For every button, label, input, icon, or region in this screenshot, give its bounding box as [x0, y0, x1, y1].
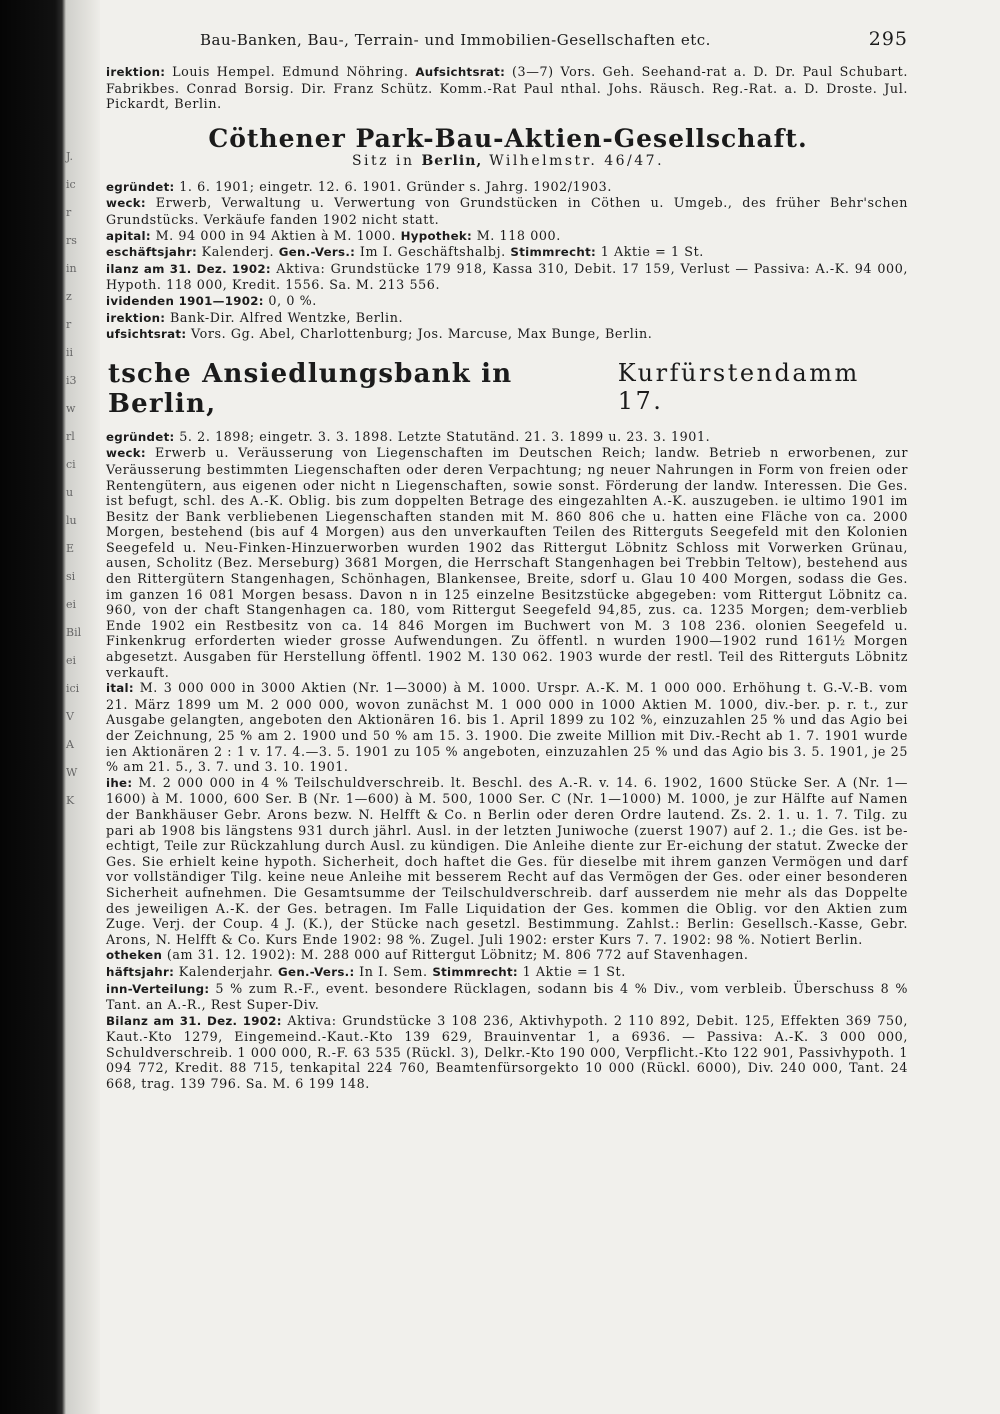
field-text: (am 31. 12. 1902): M. 288 000 auf Rittergut Löbnitz; M. 806 772 auf Stavenhagen. — [166, 947, 749, 963]
field-label: Gen.-Vers.: — [278, 964, 355, 979]
field-text: Aktiva: Grundstücke 3 108 236, Aktivhypoth. 2 110 892, Debit. 125, Effekten 369 750, Kaut.-Kto 1279, Eingemeind.-Kaut.-Kto 139 629, Brauinventar 1, a 6936. — Passiva: A.-K. 3 000 000, Schuldverschreib. 1 000 000, R.-F. 63 535 (Rückl. 3), Delkr.-Kto 190 000, Verpflicht.-Kto 122 901, Passivhypoth. 1 094 772, Kredit. 88 715, tenkapital 224 760, Beamtenfürsorgekto 10 000 (Rückl. 6000), Div. 240 000, Tant. 24 668, trag. 139 796. Sa. M. 6 199 148. — [106, 1012, 908, 1092]
field-label: irektion: — [106, 310, 166, 325]
field-text: 1 Aktie = 1 St. — [600, 244, 704, 260]
field-text: Erwerb u. Veräusserung von Liegenschaften im Deutschen Reich; landw. Betrieb n erworbenen, zur Veräusserung bestimmten Liegenschaften oder deren Verpachtung; ng neuer Nahrungen in Form von freien oder Rentengütern, aus eigenen oder nicht n Liegenschaften, sowie sonst. Förderung der landw. Interessen. Die Ges. ist befugt, schl. des A.-K. Oblig. bis zum doppelten Betrage des eingezahlten A.-K. auszugeben. ie ultimo 1901 im Besitz der Bank verbliebenen Liegenschaften standen mit M. 860 806 che u. hatten eine Fläche von ca. 2000 Morgen, bestehend (bis auf 4 Morgen) aus den unverkauften Teilen des Ritterguts Seegefeld mit den Kolonien Seegefeld u. Neu-Finken-Hinzuerworben wurden 1902 das Rittergut Löbnitz Schloss mit Vorwerken Grünau, ausen, Scholitz (Bez. Merseburg) 3681 Morgen, die Herrschaft Stangenhagen bei Trebbin Teltow), bestehend aus den Rittergütern Stangenhagen, Schönhagen, Blankensee, Breite, sdorf u. Glau 10 400 Morgen, sodass die Ges. im ganzen 16 081 Morgen besass. Davon n in 125 einzelne Besitzstücke abgegeben: vom Rittergut Löbnitz ca. 960, von der chaft Stangenhagen ca. 180, vom Rittergut Seegefeld 94,85, zus. ca. 1235 Morgen; dem-verblieb Ende 1902 ein Restbesitz von ca. 14 846 Morgen im Buchwert von M. 3 108 236. olonien Seegefeld u. Finkenkrug erforderten wieder grosse Aufwendungen. Zu öffentl. n wurden 1900—1902 rund 161½ Morgen abgesetzt. Ausgaben für Herstellung öffentl. 1902 M. 130 062. 1903 wurde der restl. Teil des Ritterguts Löbnitz verkauft. — [106, 445, 909, 680]
gutter-fragment: ci — [66, 458, 76, 471]
entry-line — [106, 293, 908, 310]
field-text: M. 118 000. — [476, 227, 561, 243]
field-text: M. 2 000 000 in 4 % Teilschuldverschreib. lt. Beschl. des A.-R. v. 14. 6. 1902, 1600 Stücke Ser. A (Nr. 1—1600) à M. 1000, 600 Ser. B (Nr. 1—600) à M. 500, 1000 Ser. C (Nr. 1—1000) M. 1000, je zur Hälfte auf Namen der Bankhäuser Gebr. Arons bezw. N. Helfft & Co. n Berlin oder deren Ordre lautend. Zs. 2. 1. u. 1. 7. Tilg. zu pari ab 1908 bis längstens 931 durch jährl. Ausl. in der letzten Juniwoche (zuerst 1907) auf 2. 1.; die Ges. ist be-echtigt, Teile zur Rückzahlung durch Ausl. zu kündigen. Die Anleihe diente zur Er-eichung der statut. Zwecke der Ges. Sie erhielt keine hypoth. Sicherheit, doch haftet die Ges. für dieselbe mit ihrem ganzen Vermögen und darf vor vollständiger Tilg. keine neue Anleihe mit besserem Recht auf das Vermögen der Ges. oder einer besonderen Sicherheit aufnehmen. Die Gesamtsumme der Teilschuldverschreib. darf ausserdem nie mehr als das Doppelte des jeweiligen A.-K. der Ges. betragen. Im Falle Liquidation der Ges. kommen die Oblig. vor den Aktien zum Zuge. Verj. der Coup. 4 J. (K.), der Stücke nach gesetzl. Bestimmung. Zahlst.: Berlin: Gesellsch.-Kasse, Gebr. Arons, N. Helfft & Co. Kurs Ende 1902: 98 %. Zugel. Juli 1902: erster Kurs 7. 7. 1902: 98 %. Notiert Berlin. — [106, 774, 908, 947]
aufsichtsrat-text: (3—7) Vors. Geh. Seehand-rat a. D. Dr. Paul Schubart. Fabrikbes. Conrad Borsig. Dir. Franz Schütz. Komm.-Rat Paul nthal. Johs. Räusch. Reg.-Rat. a. D. Droste. Jul. Pickardt, Berlin. — [106, 64, 908, 112]
entry-line — [106, 429, 908, 446]
field-label: ilanz am 31. Dez. 1902: — [106, 261, 271, 276]
field-text: Im I. Geschäftshalbj. — [359, 244, 506, 260]
gutter-fragment: r — [66, 206, 72, 219]
gutter-fragment: rs — [66, 234, 77, 247]
direktion-text: Louis Hempel. Edmund Nöhring. — [172, 64, 409, 79]
gutter-fragment: w — [66, 402, 76, 415]
field-label: Stimmrecht: — [510, 245, 597, 260]
gutter-fragment: z — [66, 290, 72, 303]
entry-line — [106, 179, 908, 196]
gutter-fragment: r — [66, 318, 72, 331]
field-label: weck: — [106, 446, 146, 461]
entry-line — [106, 445, 908, 680]
entry-line — [106, 195, 908, 227]
entry-line — [106, 326, 908, 343]
entry-line — [106, 244, 908, 261]
entry-line — [106, 1013, 908, 1092]
field-label: egründet: — [106, 429, 175, 444]
aufsichtsrat-label: Aufsichtsrat: — [415, 65, 506, 79]
entry-line — [106, 964, 908, 981]
field-text: Bank-Dir. Alfred Wentzke, Berlin. — [169, 309, 404, 325]
field-label: ividenden 1901—1902: — [106, 293, 264, 308]
gutter-fragment: V — [66, 710, 74, 723]
entry-body-ansiedlungsbank — [106, 429, 908, 1092]
field-label: egründet: — [106, 179, 175, 194]
gutter-fragment: rl — [66, 430, 75, 443]
field-label: Bilanz am 31. Dez. 1902: — [106, 1013, 282, 1028]
gutter-fragment: u — [66, 486, 74, 499]
gutter-fragment: W — [66, 766, 78, 779]
field-label: Hypothek: — [400, 228, 473, 243]
field-label: Stimmrecht: — [432, 964, 518, 979]
field-label: weck: — [106, 196, 146, 211]
entry-line — [106, 310, 908, 327]
gutter-fragment: Bil — [66, 626, 82, 639]
gutter-fragment: J. — [66, 150, 74, 163]
ansiedlungsbank-address: Kurfürstendamm 17. — [617, 358, 860, 415]
field-text: 5 % zum R.-F., event. besondere Rücklagen, sodann bis 4 % Div., vom verbleib. Überschuss 8 % Tant. an A.-R., Rest Super-Div. — [106, 980, 908, 1013]
field-label: inn-Verteilung: — [106, 981, 210, 996]
field-label: apital: — [106, 228, 151, 243]
entry-line — [106, 261, 908, 293]
gutter-fragment: K — [66, 794, 75, 807]
field-text: 0, 0 %. — [268, 292, 317, 308]
field-text: 1 Aktie = 1 St. — [522, 963, 626, 979]
gutter-fragment: E — [66, 542, 75, 555]
sitz-address: Wilhelmstr. 46/47. — [489, 152, 665, 169]
field-label: ihe: — [106, 775, 133, 790]
gutter-fragment: ei — [66, 654, 77, 667]
gutter-fragment: lu — [66, 514, 77, 527]
gutter-fragment: si — [66, 570, 76, 583]
previous-entry-tail — [106, 64, 908, 112]
gutter-fragment: i3 — [66, 374, 77, 387]
field-label: Gen.-Vers.: — [278, 245, 356, 260]
field-label: otheken — [106, 948, 163, 963]
field-text: 5. 2. 1898; eingetr. 3. 3. 1898. Letzte Statutänd. 21. 3. 1899 u. 23. 3. 1901. — [179, 428, 711, 444]
field-label: häftsjahr: — [106, 964, 175, 979]
field-text: Erwerb, Verwaltung u. Verwertung von Grundstücken in Cöthen u. Umgeb., des früher Behr'schen Grundstücks. Verkäufe fanden 1902 nicht statt. — [106, 195, 908, 227]
field-text: Vors. Gg. Abel, Charlottenburg; Jos. Marcuse, Max Bunge, Berlin. — [191, 326, 653, 342]
entry-title-ansiedlungsbank — [108, 359, 908, 419]
field-text: Kalenderjahr. — [178, 963, 274, 979]
entry-line — [106, 775, 908, 948]
entry-body-coethener — [106, 179, 908, 343]
sitz-city: Berlin, — [421, 152, 483, 169]
field-text: In I. Sem. — [359, 963, 428, 979]
field-text: Kalenderj. — [201, 244, 275, 260]
entry-seat — [108, 153, 908, 169]
gutter-fragment: A — [66, 738, 74, 751]
gutter-fragment: ici — [66, 682, 80, 695]
sitz-prefix: Sitz in — [351, 152, 415, 169]
ansiedlungsbank-title: tsche Ansiedlungsbank in Berlin, — [108, 358, 513, 419]
gutter-fragment: ic — [66, 178, 76, 191]
entry-title-coethener: Cöthener Park-Bau-Aktien-Gesellschaft. — [208, 123, 808, 153]
page-number: 295 — [868, 28, 908, 50]
running-title: Bau-Banken, Bau-, Terrain- und Immobilien-Gesellschaften etc. — [200, 31, 711, 49]
document-page — [108, 28, 908, 1398]
entry-line — [106, 680, 908, 775]
field-label: ital: — [106, 681, 134, 696]
entry-line — [106, 228, 908, 245]
field-label: eschäftsjahr: — [106, 245, 198, 260]
entry-line — [106, 981, 908, 1013]
direktion-label: irektion: — [106, 65, 166, 79]
field-text: M. 94 000 in 94 Aktien à M. 1000. — [155, 227, 396, 243]
field-label: ufsichtsrat: — [106, 327, 187, 342]
adjacent-page-fragments — [62, 0, 94, 1414]
field-text: M. 3 000 000 in 3000 Aktien (Nr. 1—3000) à M. 1000. Urspr. A.-K. M. 1 000 000. Erhöhung t. G.-V.-B. vom 21. März 1899 um M. 2 000 000, wovon zunächst M. 1 000 000 in 1000 Aktien M. 1000, div.-ber. p. r. t., zur Ausgabe gelangten, angeboten den Aktionären 16. bis 1. April 1899 zu 102 %, einzuzahlen 25 % und das Agio bei der Zeichnung, 25 % am 2. 1900 und 50 % am 15. 3. 1900. Die zweite Million mit Div.-Recht ab 1. 7. 1901 wurde ien Aktionären 2 : 1 v. 17. 4.—3. 5. 1901 zu 105 % angeboten, einzuzahlen 25 % und das Agio bis 3. 5. 1901, je 25 % am 21. 5., 3. 7. und 3. 10. 1901. — [106, 680, 908, 775]
field-text: Aktiva: Grundstücke 179 918, Kassa 310, Debit. 17 159, Verlust — Passiva: A.-K. 94 000, Hypoth. 118 000, Kredit. 1556. Sa. M. 213 556. — [106, 260, 908, 293]
gutter-fragment: in — [66, 262, 77, 275]
entry-line — [106, 947, 908, 964]
gutter-fragment: ii — [66, 346, 74, 359]
gutter-fragment: ei — [66, 598, 77, 611]
field-text: 1. 6. 1901; eingetr. 12. 6. 1901. Gründer s. Jahrg. 1902/1903. — [179, 178, 612, 194]
running-header — [108, 28, 908, 50]
